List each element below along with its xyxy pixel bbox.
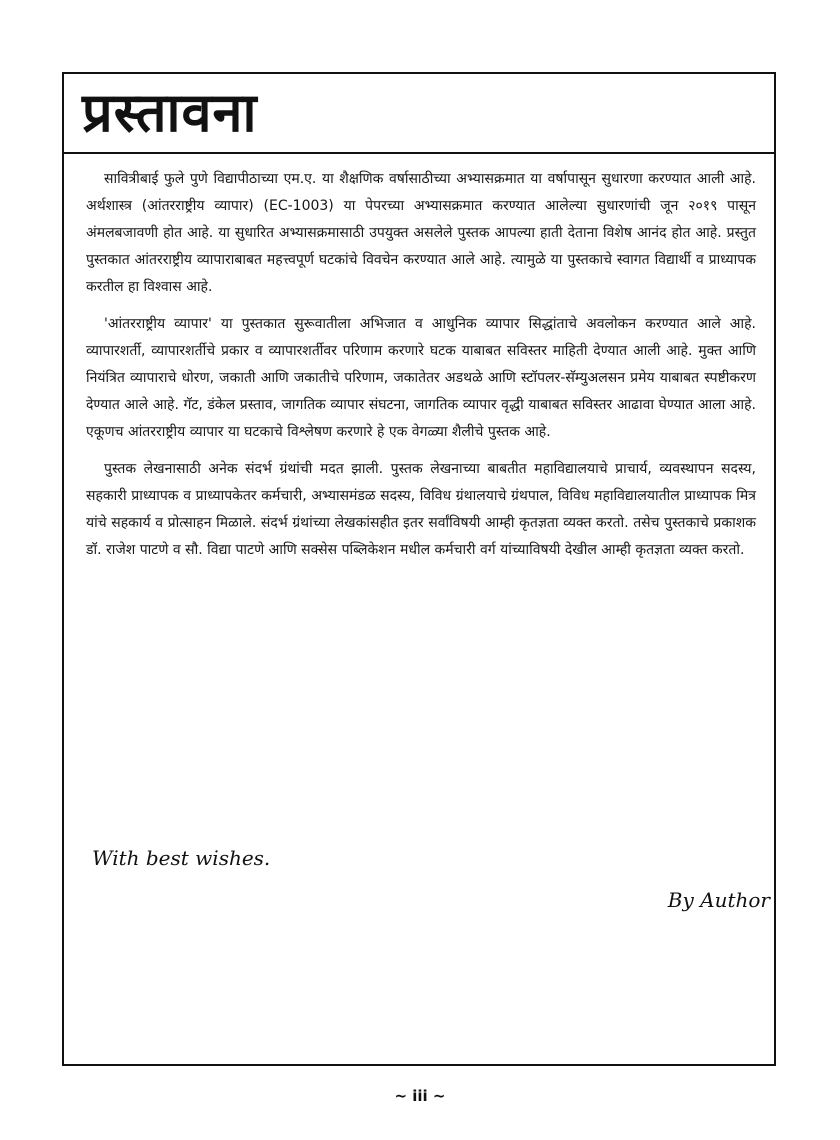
- preface-paragraph-2: 'आंतरराष्ट्रीय व्यापार' या पुस्तकात सुरूवातीला अभिजात व आधुनिक व्यापार सिद्धांताचे अवलोकन करण्यात आले आहे. व्यापारशर्ती, व्यापारशर्तीचे प्रकार व व्यापारशर्तीवर परिणाम करणारे घटक याबाबत सविस्तर माहिती देण्यात आली आहे. मुक्त आणि नियंत्रित व्यापाराचे धोरण, जकाती आणि जकातीचे परिणाम, जकातेतर अडथळे आणि स्टॉपलर-सॅम्युअलसन प्रमेय याबाबत स्पष्टीकरण देण्यात आले आहे. गॅट, डंकेल प्रस्ताव, जागतिक व्यापार संघटना, जागतिक व्यापार वृद्धी याबाबत सविस्तर आढावा घेण्यात आला आहे. एकूणच आंतरराष्ट्रीय व्यापार या घटकाचे विश्लेषण करणारे हे एक वेगळ्या शैलीचे पुस्तक आहे.: [86, 316, 756, 440]
- preface-paragraph-3: पुस्तक लेखनासाठी अनेक संदर्भ ग्रंथांची मदत झाली. पुस्तक लेखनाच्या बाबतीत महाविद्यालयाचे प्राचार्य, व्यवस्थापन सदस्य, सहकारी प्राध्यापक व प्राध्यापकेतर कर्मचारी, अभ्यासमंडळ सदस्य, विविध ग्रंथालयाचे ग्रंथपाल, विविध महाविद्यालयातील प्राध्यापक मित्र यांचे सहकार्य व प्रोत्साहन मिळाले. संदर्भ ग्रंथांच्या लेखकांसहीत इतर सर्वांविषयी आम्ही कृतज्ञता व्यक्त करतो. तसेच पुस्तकाचे प्रकाशक डॉ. राजेश पाटणे व सौ. विद्या पाटणे आणि सक्सेस पब्लिकेशन मधील कर्मचारी वर्ग यांच्याविषयी देखील आम्ही कृतज्ञता व्यक्त करतो.: [86, 461, 756, 558]
- page-title: प्रस्तावना: [82, 81, 258, 144]
- preface-body: [86, 166, 756, 574]
- page-frame: [62, 72, 776, 1066]
- closing-block: [92, 844, 770, 924]
- page-number: ~ iii ~: [394, 1087, 446, 1105]
- author-signature: By Author: [667, 888, 770, 912]
- preface-paragraph-1: सावित्रीबाई फुले पुणे विद्यापीठाच्या एम.ए. या शैक्षणिक वर्षासाठीच्या अभ्यासक्रमात या वर्षापासून सुधारणा करण्यात आली आहे. अर्थशास्त्र (आंतरराष्ट्रीय व्यापार) (EC-1003) या पेपरच्या अभ्यासक्रमात करण्यात आलेल्या सुधारणांची जून २०१९ पासून अंमलबजावणी होत आहे. या सुधारित अभ्यासक्रमासाठी उपयुक्त असलेले पुस्तक आपल्या हाती देताना विशेष आनंद होत आहे. प्रस्तुत पुस्तकात आंतरराष्ट्रीय व्यापाराबाबत महत्त्वपूर्ण घटकांचे विवचेन करण्यात आले आहे. त्यामुळे या पुस्तकाचे स्वागत विद्यार्थी व प्राध्यापक करतील हा विश्वास आहे.: [86, 171, 756, 295]
- title-area: [64, 74, 774, 154]
- closing-wishes: With best wishes.: [92, 846, 271, 870]
